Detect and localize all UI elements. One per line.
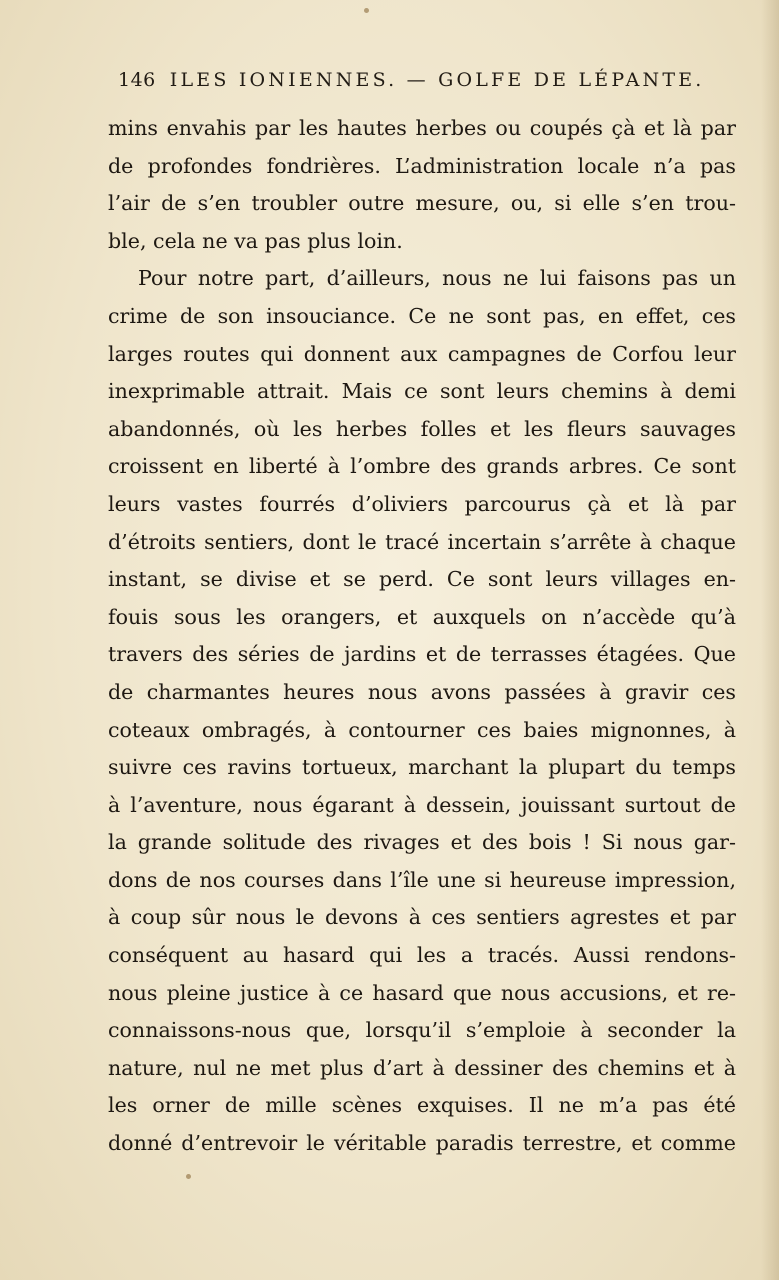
text-line: les orner de mille scènes exquises. Il ne m’a pas été — [108, 1093, 736, 1118]
text-line: conséquent au hasard qui les a tracés. Aussi rendons- — [108, 943, 736, 968]
running-title: ILES IONIENNES. — GOLFE DE LÉPANTE. — [169, 69, 705, 91]
text-line: larges routes qui donnent aux campagnes de Corfou leur — [108, 341, 736, 366]
text-line: crime de son insouciance. Ce ne sont pas, en effet, ces — [108, 303, 736, 328]
body-text — [108, 110, 736, 1163]
text-line: croissent en liberté à l’ombre des grands arbres. Ce sont — [108, 454, 736, 479]
text-line: à l’aventure, nous égarant à dessein, jouissant surtout de — [108, 792, 736, 817]
text-line: leurs vastes fourrés d’oliviers parcourus çà et là par — [108, 491, 736, 516]
text-line: d’étroits sentiers, dont le tracé incertain s’arrête à chaque — [108, 529, 736, 554]
text-line: dons de nos courses dans l’île une si heureuse impression, — [108, 867, 736, 892]
text-line: ble, cela ne va pas plus loin. — [108, 228, 403, 253]
paper-speck — [186, 1174, 191, 1179]
paper-speck — [364, 8, 369, 13]
text-line: coteaux ombragés, à contourner ces baies mignonnes, à — [108, 717, 736, 742]
text-line: donné d’entrevoir le véritable paradis terrestre, et comme — [108, 1131, 736, 1156]
text-line: connaissons-nous que, lorsqu’il s’emploie à seconder la — [108, 1018, 736, 1043]
text-line: la grande solitude des rivages et des bois ! Si nous gar- — [108, 830, 736, 855]
text-line: inexprimable attrait. Mais ce sont leurs chemins à demi — [108, 379, 736, 404]
text-line: fouis sous les orangers, et auxquels on n’accède qu’à — [108, 604, 736, 629]
text-line: à coup sûr nous le devons à ces sentiers agrestes et par — [108, 905, 736, 930]
text-line: Pour notre part, d’ailleurs, nous ne lui faisons pas un — [138, 266, 736, 291]
running-head — [118, 66, 705, 94]
text-line: mins envahis par les hautes herbes ou coupés çà et là par — [108, 116, 736, 140]
page-edge-shadow — [761, 0, 779, 1280]
text-line: de charmantes heures nous avons passées à gravir ces — [108, 679, 736, 704]
text-line: instant, se divise et se perd. Ce sont leurs villages en- — [108, 567, 736, 592]
text-line: travers des séries de jardins et de terrasses étagées. Que — [108, 642, 736, 667]
text-line: abandonnés, où les herbes folles et les fleurs sauvages — [108, 416, 736, 441]
text-line: nous pleine justice à ce hasard que nous accusions, et re- — [108, 980, 736, 1005]
text-line: de profondes fondrières. L’administration locale n’a pas — [108, 153, 736, 178]
text-line: suivre ces ravins tortueux, marchant la plupart du temps — [108, 755, 736, 780]
text-line: nature, nul ne met plus d’art à dessiner des chemins et à — [108, 1055, 736, 1080]
text-line: l’air de s’en troubler outre mesure, ou, si elle s’en trou- — [108, 191, 736, 216]
page-number: 146 — [118, 69, 156, 91]
